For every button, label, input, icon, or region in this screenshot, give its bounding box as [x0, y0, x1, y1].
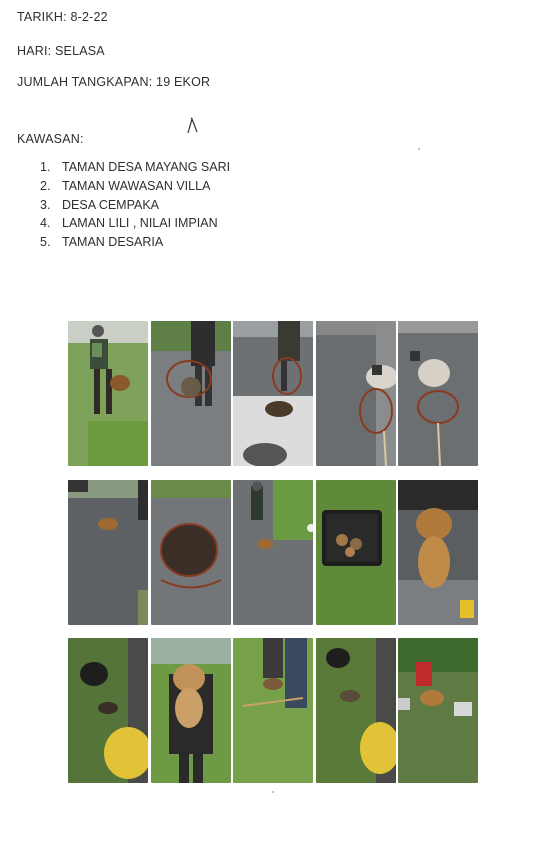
photo-black-dog-yellow-bin [68, 638, 148, 783]
photo-worker-with-net [233, 480, 313, 625]
photo-net-on-road [151, 321, 231, 466]
list-item: 4. LAMAN LILI , NILAI IMPIAN [40, 216, 218, 231]
day-field: HARI: SELASA [17, 44, 105, 58]
list-item: 2. TAMAN WAWASAN VILLA [40, 178, 211, 193]
photo-brown-dog-vehicle [398, 480, 478, 625]
photo-dog-on-road-far [68, 480, 148, 625]
photo-dog-in-net-close [398, 321, 478, 466]
catch-count-field: JUMLAH TANGKAPAN: 19 EKOR [17, 75, 211, 89]
list-item: 1. TAMAN DESA MAYANG SARI [40, 160, 231, 174]
photo-dog-in-net-road [316, 321, 396, 466]
photo-workers-with-pole [233, 638, 313, 783]
list-item: 3. DESA CEMPAKA [40, 197, 160, 212]
photo-worker-crouching [316, 638, 396, 783]
photo-worker-carrying-dog [68, 321, 148, 466]
handwritten-mark [185, 116, 199, 134]
list-item: 5. TAMAN DESARIA [40, 235, 164, 250]
area-list [40, 158, 230, 252]
scan-speck [418, 148, 420, 150]
date-field: TARIKH: 8-2-22 [17, 10, 108, 24]
photo-puppies-in-crate [316, 480, 396, 625]
photo-dog-near-chair [398, 638, 478, 783]
area-label: KAWASAN: [17, 132, 84, 146]
photo-dog-under-net [151, 480, 231, 625]
scan-speck [272, 791, 274, 793]
photo-holding-brown-dog [151, 638, 231, 783]
photo-net-at-curb [233, 321, 313, 466]
